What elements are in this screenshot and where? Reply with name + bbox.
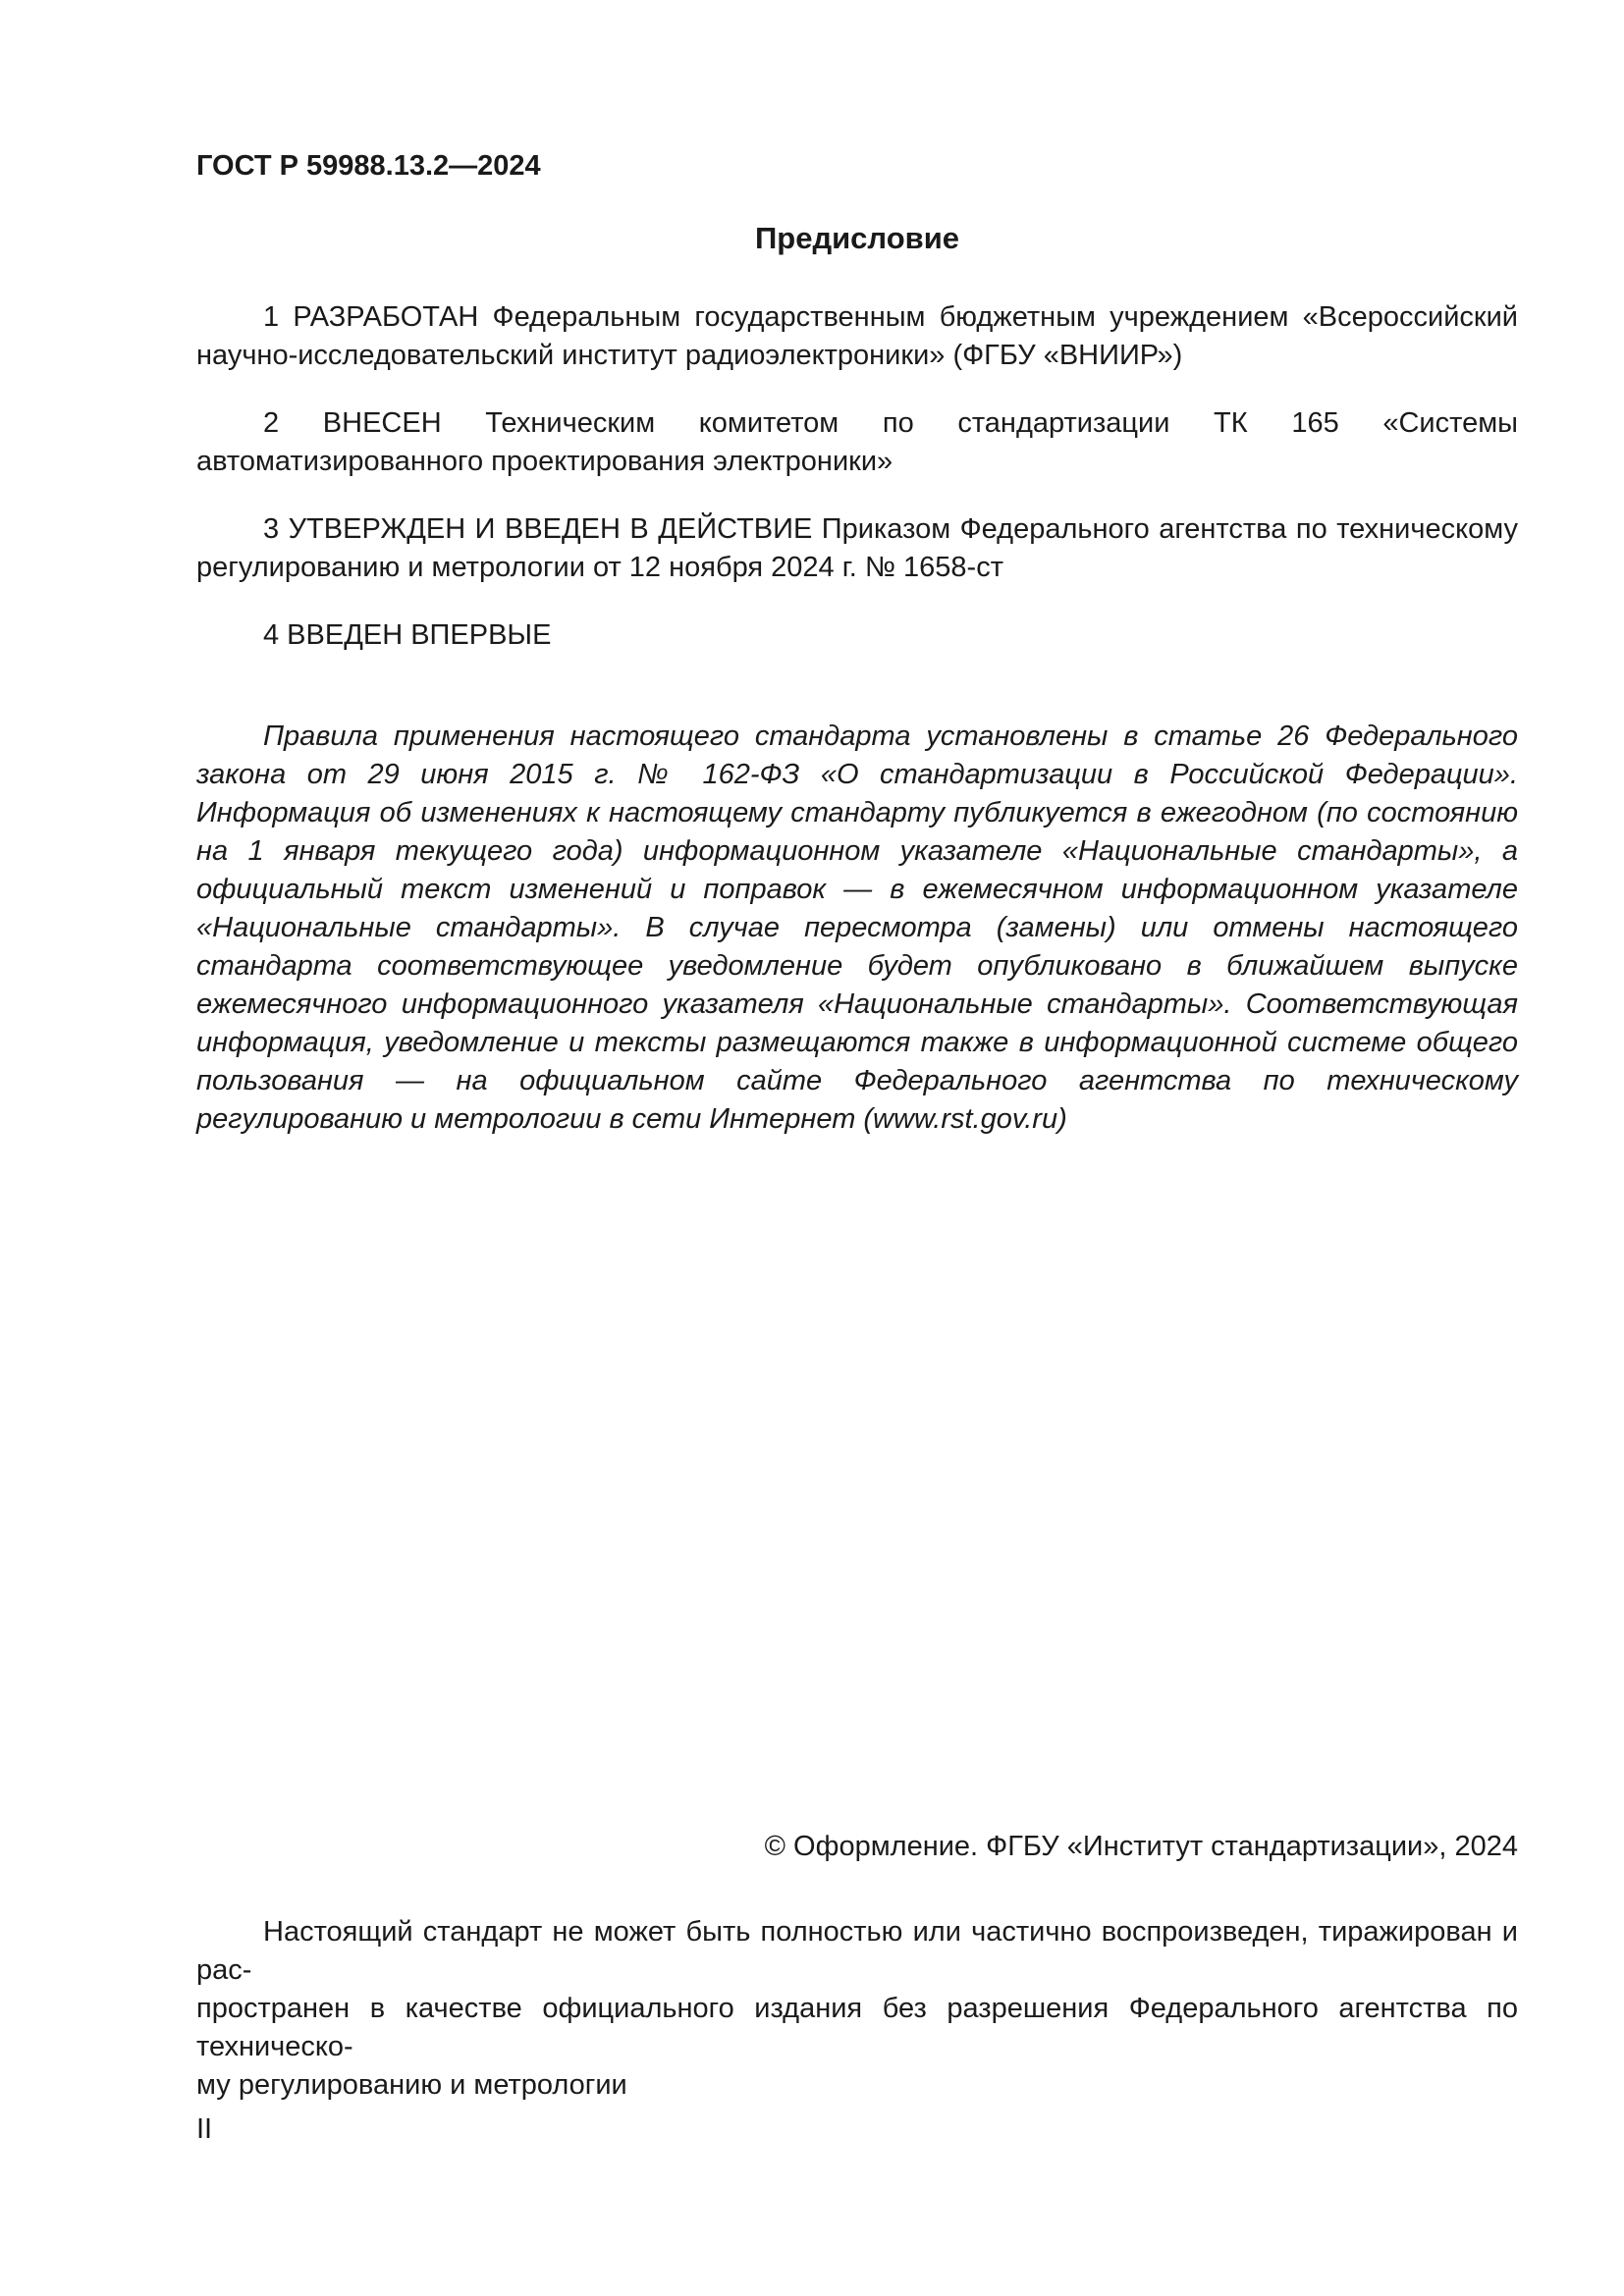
copyright-notice: © Оформление. ФГБУ «Институт стандартизации», 2024 [764, 1831, 1518, 1862]
legal-application-note: Правила применения настоящего стандарта установлены в статье 26 Федерального закона от 29 июня 2015 г. № 162-ФЗ «О стандартизации в Российской Федерации». Информация об изменениях к настоящему стандарту публикуется в ежегодном (по состоянию на 1 января текущего года) информационном указателе «Национальные стандарты», а официальный текст изменений и поправок — в ежемесячном информационном указателе «Национальные стандарты». В случае пересмотра (замены) или отмены настоящего стандарта соответствующее уведомление будет опубликовано в ближайшем выпуске ежемесячного информационного указателя «Национальные стандарты». Соответствующая информация, уведомление и тексты размещаются также в информационной системе общего пользования — на официальном сайте Федерального агентства по техническому регулированию и метрологии в сети Интернет (www.rst.gov.ru) [196, 721, 1518, 1135]
reproduction-restriction [196, 1913, 1518, 2105]
foreword-item-4: 4 ВВЕДЕН ВПЕРВЫЕ [263, 619, 552, 651]
restriction-line-3: му регулированию и метрологии [196, 2069, 627, 2101]
foreword-item-3: 3 УТВЕРЖДЕН И ВВЕДЕН В ДЕЙСТВИЕ Приказом Федерального агентства по техническому регулированию и метрологии от 12 ноября 2024 г. № 1658-ст [196, 513, 1518, 583]
foreword-item-2: 2 ВНЕСЕН Техническим комитетом по стандартизации ТК 165 «Системы автоматизированного проектирования электроники» [196, 407, 1518, 477]
doc-code: ГОСТ Р 59988.13.2—2024 [196, 150, 541, 182]
page-number: II [196, 2113, 213, 2145]
page-footer [196, 1828, 1518, 2149]
restriction-line-2: пространен в качестве официального издания без разрешения Федерального агентства по техническо- [196, 1993, 1518, 2062]
foreword-item-1: 1 РАЗРАБОТАН Федеральным государственным бюджетным учреждением «Всероссийский научно-исследовательский институт радиоэлектроники» (ФГБУ «ВНИИР») [196, 301, 1518, 371]
page-title: Предисловие [754, 221, 959, 255]
restriction-line-1: Настоящий стандарт не может быть полностью или частично воспроизведен, тиражирован и рас- [196, 1916, 1518, 1986]
